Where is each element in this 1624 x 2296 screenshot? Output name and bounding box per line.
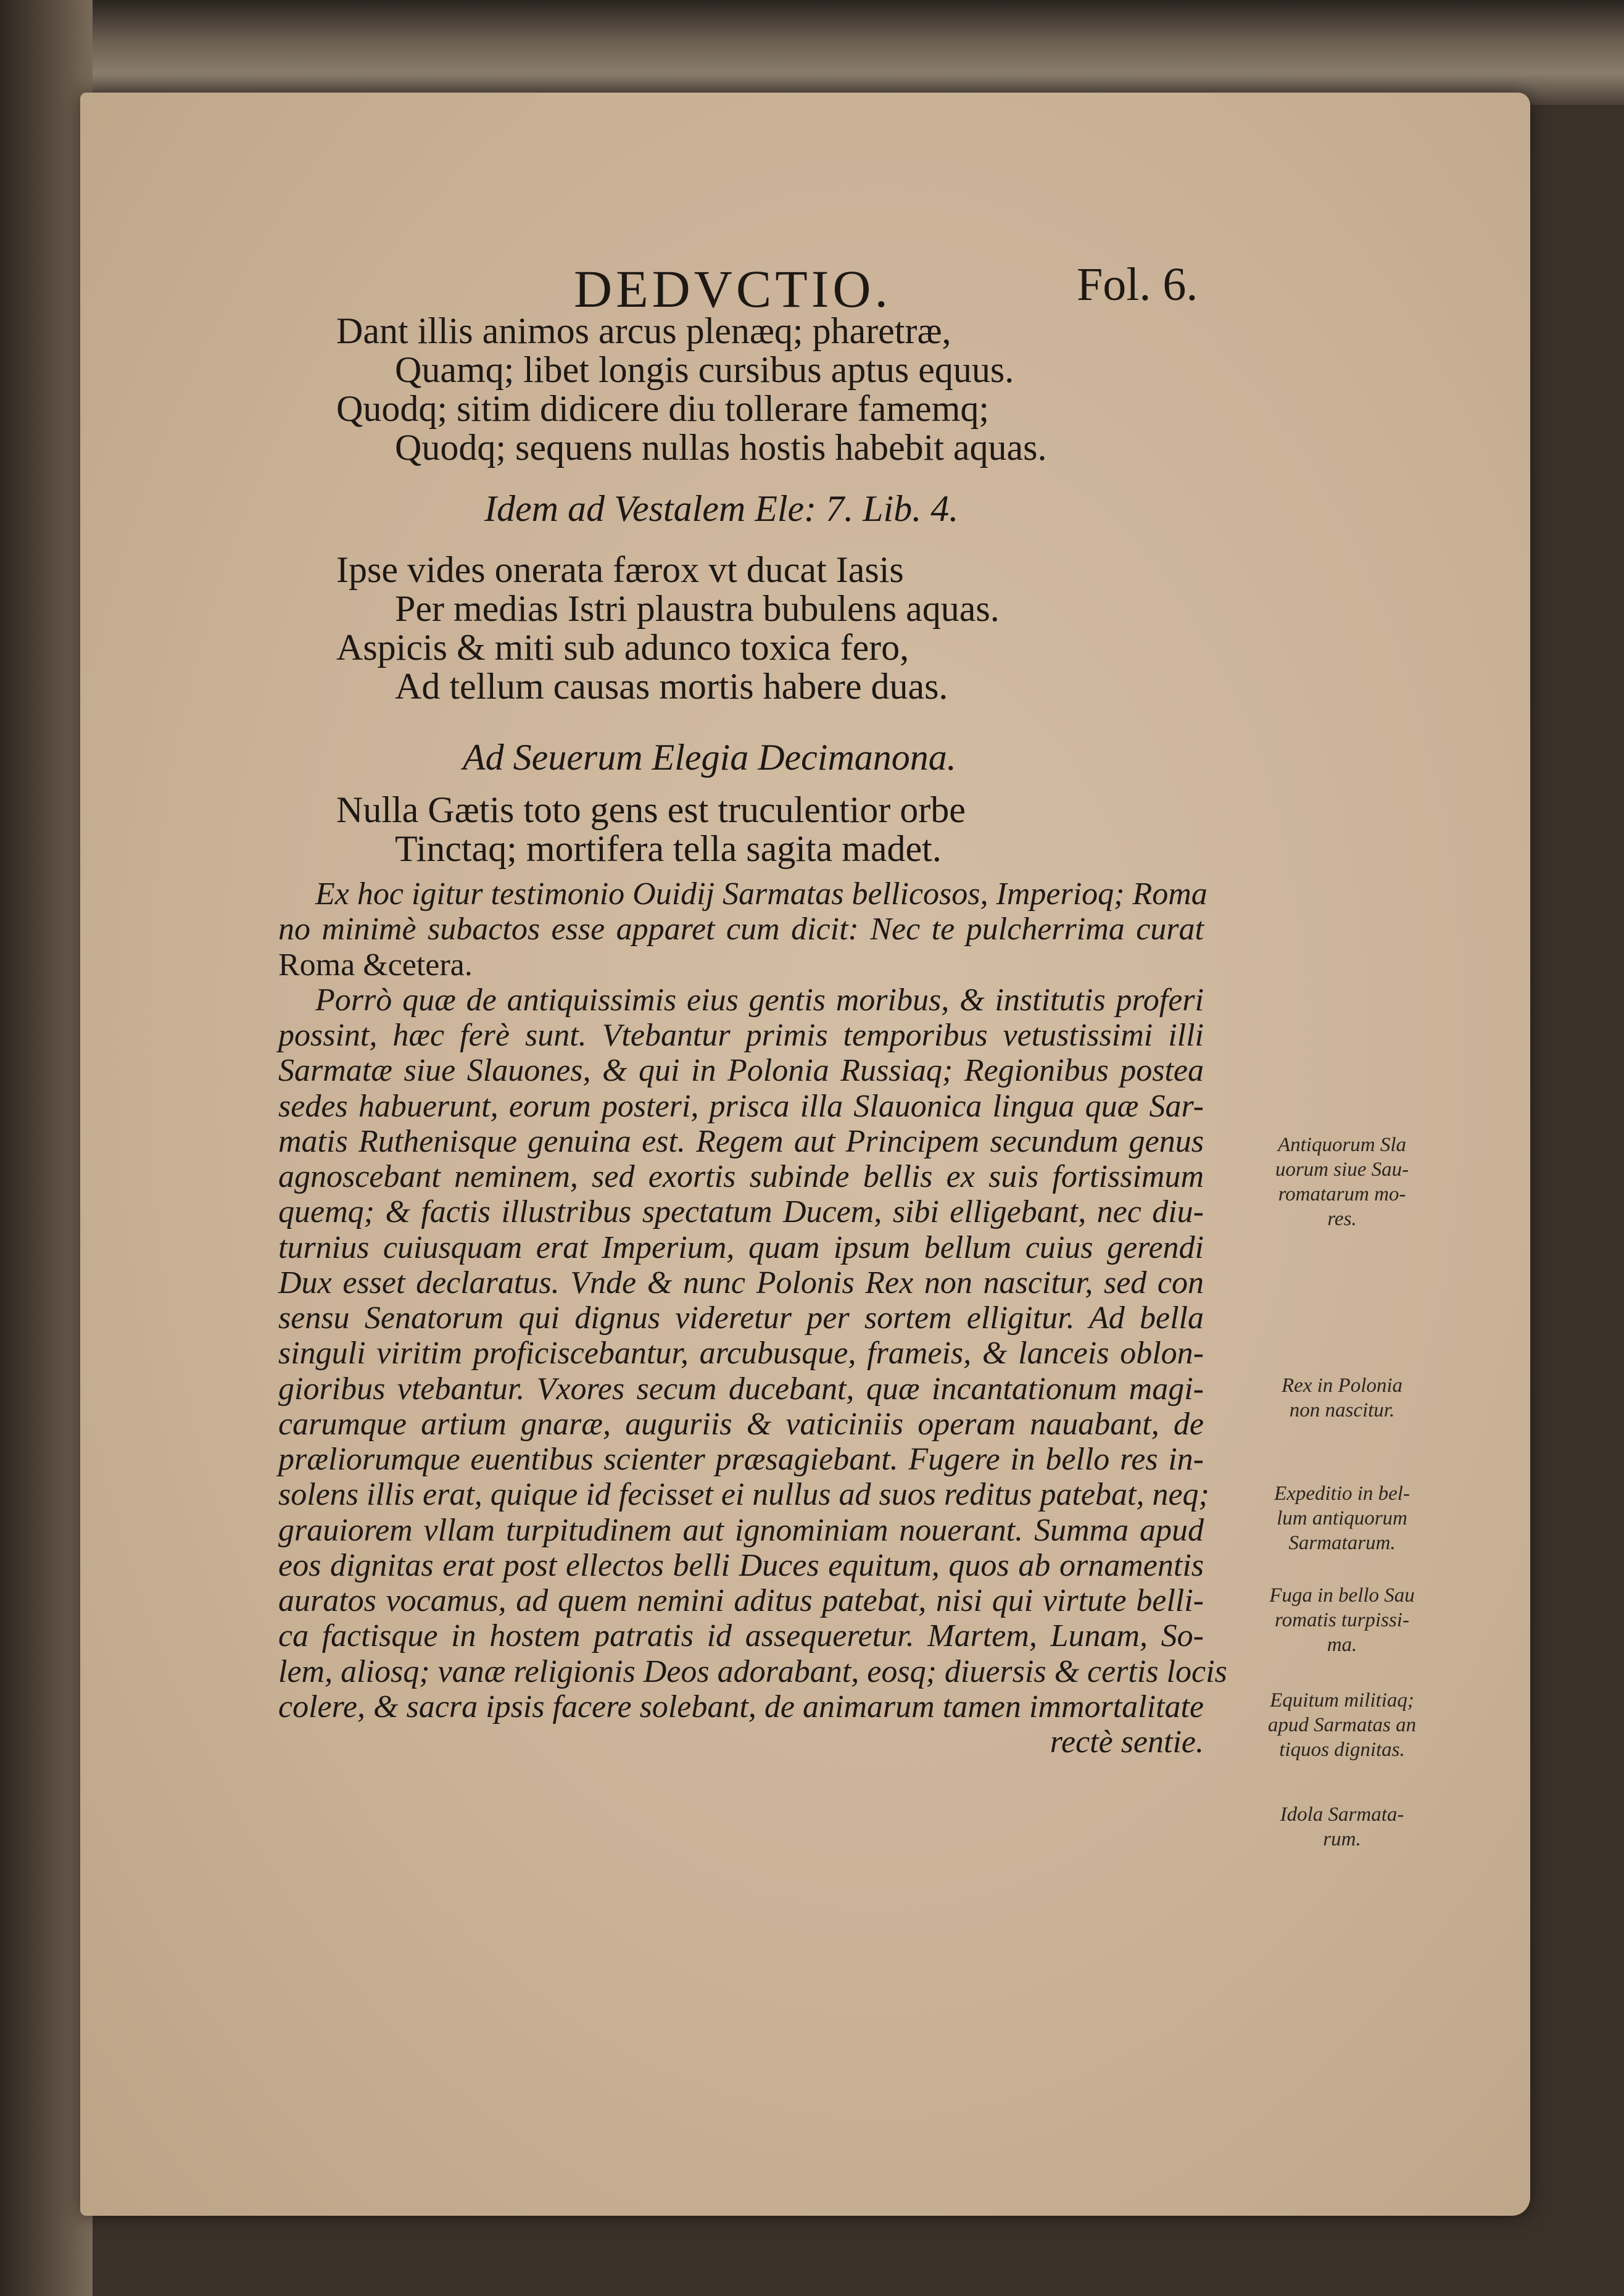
- note-line: Expeditio in bel-: [1274, 1483, 1410, 1505]
- prose-line: eos dignitas erat post ellectos belli Duces equitum, quos ab ornamentis: [278, 1547, 1204, 1583]
- verse-block-2: [336, 551, 1000, 706]
- verse-line: Quodq; sitim didicere diu tollerare famemq;: [336, 388, 990, 429]
- verse-caption: Ad Seuerum Elegia Decimanona.: [463, 737, 956, 778]
- prose-line: sensu Senatorum qui dignus videretur per sortem elligitur. Ad bella: [278, 1300, 1204, 1336]
- prose-line: præliorumque euentibus scienter præsagiebant. Fugere in bello res in-: [278, 1442, 1204, 1477]
- folio-number: Fol. 6.: [1077, 259, 1198, 310]
- marginal-note: [1212, 1481, 1472, 1555]
- verse-line: Tinctaq; mortifera tella sagita madet.: [395, 828, 942, 869]
- running-head: DEDVCTIO.: [574, 259, 892, 318]
- prose-line: carumque artium gnaræ, auguriis & vaticiniis operam nauabant, de: [278, 1406, 1204, 1442]
- note-line: res.: [1327, 1208, 1357, 1230]
- prose-line: singuli viritim proficiscebantur, arcubusque, frameis, & lanceis oblon-: [278, 1336, 1204, 1371]
- prose-line: agnoscebant neminem, sed exortis subinde bellis ex suis fortissimum: [278, 1159, 1204, 1194]
- prose-line: quemq; & factis illustribus spectatum Ducem, sibi elligebant, nec diu-: [278, 1194, 1204, 1230]
- verse-block-3: [336, 791, 966, 868]
- prose-line: ca factisque in hostem patratis id assequeretur. Martem, Lunam, So-: [278, 1618, 1204, 1654]
- prose-line: auratos vocamus, ad quem nemini aditus patebat, nisi qui virtute belli-: [278, 1583, 1204, 1618]
- verse-line: Ad tellum causas mortis habere duas.: [395, 666, 948, 707]
- verse-line: Quamq; libet longis cursibus aptus equus.: [395, 349, 1014, 390]
- prose-line: colere, & sacra ipsis facere solebant, de animarum tamen immortalitate: [278, 1689, 1204, 1724]
- book-top-edge: [0, 0, 1624, 105]
- note-line: apud Sarmatas an: [1267, 1714, 1417, 1736]
- verse-line: Nulla Gætis toto gens est truculentior orbe: [336, 789, 966, 830]
- note-line: uorum siue Sau-: [1275, 1158, 1409, 1181]
- prose-line: matis Ruthenisque genuina est. Regem aut Principem secundum genus: [278, 1123, 1204, 1159]
- prose-line: grauiorem vllam turpitudinem aut ignominiam nouerant. Summa apud: [278, 1512, 1204, 1548]
- prose-line: gioribus vtebantur. Vxores secum ducebant, quæ incantationum magi-: [278, 1371, 1204, 1407]
- verse-line: Aspicis & miti sub adunco toxica fero,: [336, 627, 909, 668]
- verse-line: Ipse vides onerata færox vt ducat Iasis: [336, 549, 904, 590]
- note-line: Sarmatarum.: [1288, 1532, 1396, 1554]
- marginal-note: [1212, 1133, 1472, 1231]
- note-line: romatis turpissi-: [1275, 1609, 1409, 1631]
- prose-line: turnius cuiusquam erat Imperium, quam ipsum bellum cuius gerendi: [278, 1229, 1204, 1265]
- prose-line: Roma &cetera.: [278, 947, 473, 983]
- prose-body: [278, 876, 1227, 1760]
- marginal-note: [1212, 1688, 1472, 1762]
- note-line: romatarum mo-: [1278, 1183, 1406, 1205]
- note-line: Idola Sarmata-: [1280, 1803, 1404, 1826]
- prose-line: rectè sentie.: [1050, 1724, 1204, 1760]
- prose-line: Sarmatæ siue Slauones, & qui in Polonia Russiaq; Regionibus postea: [278, 1053, 1204, 1089]
- note-line: Antiquorum Sla: [1277, 1134, 1407, 1156]
- verse-block-1: [336, 312, 1047, 467]
- prose-line: sedes habuerunt, eorum posteri, prisca illa Slauonica lingua quæ Sar-: [278, 1088, 1204, 1124]
- note-line: Fuga in bello Sau: [1269, 1584, 1415, 1607]
- prose-line: Dux esset declaratus. Vnde & nunc Polonis Rex non nascitur, sed con: [278, 1265, 1204, 1300]
- note-line: Rex in Polonia: [1281, 1375, 1403, 1397]
- verse-line: Dant illis animos arcus plenæq; pharetræ,: [336, 310, 951, 351]
- marginal-note: [1212, 1802, 1472, 1852]
- note-line: non nascitur.: [1289, 1399, 1395, 1421]
- verse-line: Quodq; sequens nullas hostis habebit aquas.: [395, 427, 1047, 468]
- prose-line: lem, aliosq; vanæ religionis Deos adorabant, eosq; diuersis & certis locis: [278, 1653, 1227, 1689]
- prose-line: solens illis erat, quique id fecisset ei nullus ad suos reditus patebat, neq;: [278, 1477, 1209, 1513]
- prose-line: possint, hæc ferè sunt. Vtebantur primis temporibus vetustissimi illi: [278, 1018, 1204, 1053]
- prose-line: no minimè subactos esse apparet cum dicit: Nec te pulcherrima curat: [278, 912, 1204, 947]
- prose-line: Ex hoc igitur testimonio Ouidij Sarmatas bellicosos, Imperioq; Roma: [315, 876, 1208, 912]
- marginal-note: [1212, 1373, 1472, 1423]
- prose-line: Porrò quæ de antiquissimis eius gentis moribus, & institutis proferi: [315, 982, 1204, 1018]
- note-line: lum antiquorum: [1277, 1507, 1407, 1529]
- verse-line: Per medias Istri plaustra bubulens aquas.: [395, 588, 1000, 629]
- verse-caption: Idem ad Vestalem Ele: 7. Lib. 4.: [484, 488, 959, 529]
- note-line: Equitum militiaq;: [1270, 1689, 1414, 1712]
- book-spine: [0, 0, 93, 2296]
- note-line: tiquos dignitas.: [1279, 1739, 1405, 1761]
- note-line: rum.: [1323, 1828, 1361, 1850]
- note-line: ma.: [1327, 1634, 1357, 1656]
- marginal-note: [1212, 1583, 1472, 1657]
